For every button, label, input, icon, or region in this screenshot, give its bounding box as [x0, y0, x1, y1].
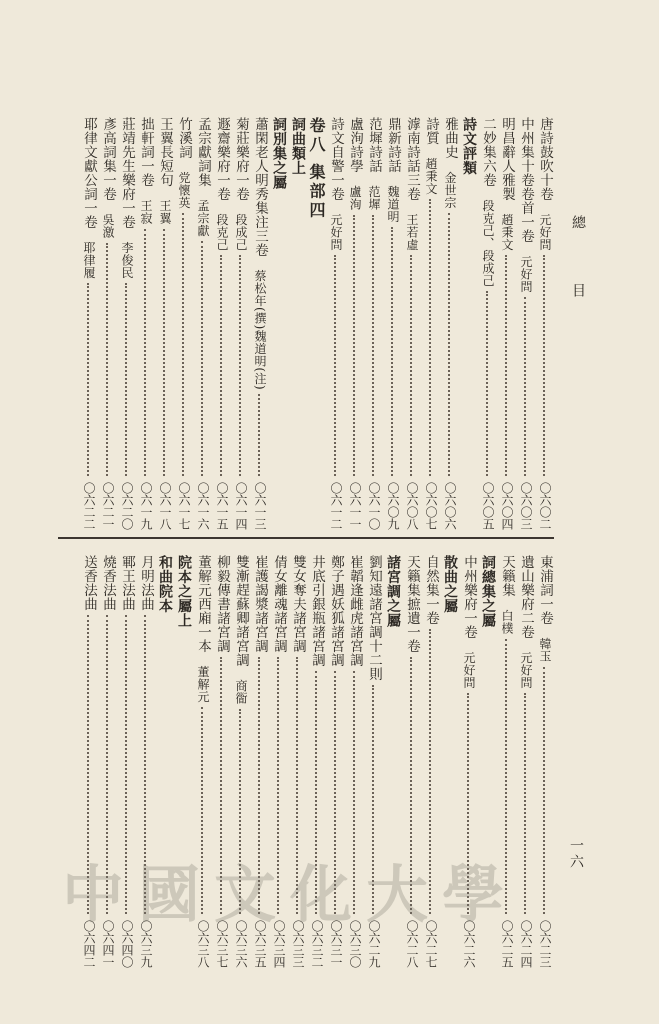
- toc-entry: [174, 117, 193, 530]
- entry-title: 遯齋樂府一卷 段克己: [214, 117, 230, 251]
- entry-title: 菊莊樂府一卷 段成己: [233, 117, 249, 251]
- entry-page-number: 〇六二四: [519, 920, 533, 968]
- entry-title: 雅曲史 金世宗: [442, 117, 458, 209]
- entry-title: 竹溪詞 党懷英: [176, 117, 192, 209]
- entry-page-number: 〇六一九: [139, 482, 153, 530]
- entry-title: 鄭子遇妖狐諸宮調: [328, 555, 344, 667]
- entry-page-number: 〇六一四: [234, 482, 248, 530]
- entry-page-number: 〇六〇六: [443, 482, 457, 530]
- leader-dots: [239, 255, 241, 476]
- toc-entry: [136, 117, 155, 530]
- entry-title: 雙女奪夫諸宮調: [290, 555, 306, 653]
- entry-title: 王翼長短句 王翼: [157, 117, 173, 225]
- toc-entry: [364, 117, 383, 530]
- entry-author: 白樸: [500, 597, 514, 635]
- entry-title: 柳毅傳書諸宮調: [214, 555, 230, 653]
- section-divider: [58, 537, 554, 539]
- entry-page-number: 〇六〇七: [424, 482, 438, 530]
- entry-title: 明昌辭人雅製 趙秉文: [499, 117, 515, 251]
- entry-page-number: 〇六一六: [196, 482, 210, 530]
- entry-title: 天籟集 白樸: [499, 555, 515, 635]
- entry-page-number: 〇六〇五: [481, 482, 495, 530]
- entry-title: 燒香法曲: [100, 555, 116, 611]
- entry-page-number: 〇六二二: [82, 482, 96, 530]
- entry-page-number: 〇六三三: [291, 920, 305, 968]
- page-number: 一六: [568, 838, 584, 870]
- entry-title: 遺山樂府二卷 元好問: [518, 555, 534, 689]
- toc-entry: [193, 117, 212, 530]
- entry-author: 元好問: [462, 639, 476, 689]
- entry-author: 孟宗獻: [196, 187, 210, 237]
- leader-dots: [182, 213, 184, 476]
- toc-entry: [383, 117, 402, 530]
- entry-title: 詩文自警一卷 元好問: [328, 117, 344, 251]
- entry-page-number: 〇六一三: [253, 482, 267, 530]
- entry-page-number: 〇六三九: [139, 920, 153, 968]
- entry-title: 蕭閑老人明秀集注三卷 蔡松年(撰)魏道明(注): [252, 117, 268, 391]
- entry-title: 井底引銀瓶諸宮調: [309, 555, 325, 667]
- toc-top-section: [58, 117, 554, 530]
- entry-page-number: 〇六三五: [253, 920, 267, 968]
- entry-title: 倩女離魂諸宮調: [271, 555, 287, 653]
- entry-title: 盧洵詩學 盧洵: [347, 117, 363, 211]
- heading-text: 詞曲類上: [290, 117, 306, 175]
- entry-page-number: 〇六三六: [234, 920, 248, 968]
- entry-title: 二妙集六卷 段克己、段成己: [480, 117, 496, 287]
- entry-page-number: 〇六一〇: [367, 482, 381, 530]
- toc-heading: [459, 117, 478, 530]
- entry-author: 段成己: [234, 201, 248, 251]
- entry-title: 中州集十卷卷首一卷 元好問: [518, 117, 534, 293]
- entry-author: 段克己: [215, 201, 229, 251]
- entry-title: 范墀詩話 范墀: [366, 117, 382, 211]
- leader-dots: [410, 255, 412, 476]
- entry-author: 元好問: [329, 201, 343, 251]
- entry-page-number: 〇六三〇: [348, 920, 362, 968]
- entry-page-number: 〇六三八: [196, 920, 210, 968]
- toc-entry: [478, 117, 497, 530]
- header-subtitle: 目: [570, 283, 586, 303]
- entry-title: 莊靖先生樂府一卷 李俊民: [119, 117, 135, 279]
- entry-author: 李俊民: [120, 229, 134, 279]
- heading-text: 詩文評類: [461, 117, 477, 175]
- entry-title: 耶律文獻公詞一卷 耶律履: [81, 117, 97, 279]
- entry-author: 趙秉文: [424, 145, 438, 195]
- entry-page-number: 〇六四二: [82, 920, 96, 968]
- entry-title: 月明法曲: [138, 555, 154, 611]
- entry-title: 彥高詞集一卷 吳激: [100, 117, 116, 239]
- entry-title: 劉知遠諸宮調十二則: [366, 555, 382, 681]
- entry-author: 吳激: [101, 201, 115, 239]
- entry-author: 金世宗: [443, 159, 457, 209]
- leader-dots: [505, 255, 507, 476]
- toc-entry: [155, 117, 174, 530]
- entry-title: 孟宗獻詞集 孟宗獻: [195, 117, 211, 237]
- leader-dots: [220, 255, 222, 476]
- entry-title: 中州樂府一卷 元好問: [461, 555, 477, 689]
- entry-page-number: 〇六一五: [215, 482, 229, 530]
- leader-dots: [125, 283, 127, 476]
- entry-page-number: 〇六〇八: [405, 482, 419, 530]
- toc-entry: [79, 117, 98, 530]
- watermark: 中國文化大學: [62, 858, 519, 931]
- heading-text: 院本之屬上: [176, 555, 192, 628]
- toc-entry: [440, 117, 459, 530]
- heading-text: 卷八 集部四: [307, 117, 326, 221]
- entry-author: 元好問: [538, 201, 552, 251]
- entry-author: 耶律履: [82, 229, 96, 279]
- entry-page-number: 〇六三一: [329, 920, 343, 968]
- entry-page-number: 〇六二〇: [120, 482, 134, 530]
- toc-entry: [402, 117, 421, 530]
- entry-page-number: 〇六一二: [329, 482, 343, 530]
- heading-text: 和曲院本: [157, 555, 173, 613]
- toc-entry: [117, 117, 136, 530]
- entry-author: 韓玉: [538, 625, 552, 663]
- leader-dots: [87, 283, 89, 476]
- entry-page-number: 〇六一八: [158, 482, 172, 530]
- entry-author: 元好問: [519, 243, 533, 293]
- entry-title: 東浦詞一卷 韓玉: [537, 555, 553, 663]
- toc-entry: [212, 117, 231, 530]
- entry-title: 董解元西廂一本 董解元: [195, 555, 211, 703]
- entry-author: 商衟: [234, 667, 248, 705]
- entry-title: 詩質 趙秉文: [423, 117, 439, 195]
- leader-dots: [391, 227, 393, 476]
- entry-page-number: 〇六三四: [272, 920, 286, 968]
- entry-page-number: 〇六二五: [500, 920, 514, 968]
- toc-entry: [98, 117, 117, 530]
- entry-page-number: 〇六〇四: [500, 482, 514, 530]
- leader-dots: [201, 241, 203, 476]
- entry-page-number: 〇六二七: [424, 920, 438, 968]
- entry-page-number: 〇六〇九: [386, 482, 400, 530]
- entry-author: 王翼: [158, 187, 172, 225]
- toc-heading: [307, 117, 326, 530]
- entry-author: 党懷英: [177, 159, 191, 209]
- header-title: 總: [570, 215, 586, 235]
- entry-title: 唐詩鼓吹十卷 元好問: [537, 117, 553, 251]
- toc-heading: [269, 117, 288, 530]
- entry-author: 王寂: [139, 187, 153, 225]
- leader-dots: [524, 297, 526, 476]
- entry-author: 王若虛: [405, 201, 419, 251]
- entry-page-number: 〇六四一: [101, 920, 115, 968]
- entry-author: 范墀: [367, 173, 381, 211]
- heading-text: 詞別集之屬: [271, 117, 287, 190]
- toc-entry: [250, 117, 269, 530]
- entry-page-number: 〇六三二: [310, 920, 324, 968]
- leader-dots: [258, 394, 260, 476]
- entry-title: 拙軒詞一卷 王寂: [138, 117, 154, 225]
- entry-title: 鼎新詩話 魏道明: [385, 117, 401, 223]
- leader-dots: [429, 199, 431, 476]
- leader-dots: [353, 215, 355, 477]
- entry-page-number: 〇六二一: [101, 482, 115, 530]
- entry-title: 滹南詩話三卷 王若虛: [404, 117, 420, 251]
- entry-author: 盧洵: [348, 173, 362, 211]
- toc-heading: [288, 117, 307, 530]
- entry-page-number: 〇六二九: [367, 920, 381, 968]
- entry-page-number: 〇六三七: [215, 920, 229, 968]
- leader-dots: [486, 291, 488, 476]
- entry-author: 蔡松年(撰)魏道明(注): [253, 257, 267, 391]
- toc-entry: [231, 117, 250, 530]
- leader-dots: [372, 215, 374, 477]
- toc-entry: [326, 117, 345, 530]
- heading-text: 諸宮調之屬: [385, 555, 401, 628]
- entry-title: 雙漸趕蘇卿諸宮調 商衟: [233, 555, 249, 705]
- entry-author: 段克己、段成己: [481, 187, 495, 287]
- heading-text: 散曲之屬: [442, 555, 458, 613]
- leader-dots: [334, 255, 336, 476]
- entry-title: 崔護謁漿諸宮調: [252, 555, 268, 653]
- toc-entry: [516, 117, 535, 530]
- heading-text: 詞總集之屬: [480, 555, 496, 628]
- entry-author: 魏道明: [386, 173, 400, 223]
- leader-dots: [163, 229, 165, 477]
- entry-page-number: 〇六一七: [177, 482, 191, 530]
- entry-page-number: 〇六二八: [405, 920, 419, 968]
- entry-page-number: 〇六二三: [538, 920, 552, 968]
- entry-title: 天籟集摭遺一卷: [404, 555, 420, 653]
- entry-page-number: 〇六〇三: [519, 482, 533, 530]
- entry-title: 鄆王法曲: [119, 555, 135, 611]
- entry-page-number: 〇六二六: [462, 920, 476, 968]
- toc-entry: [497, 117, 516, 530]
- entry-author: 董解元: [196, 653, 210, 703]
- leader-dots: [106, 243, 108, 477]
- entry-page-number: 〇六一一: [348, 482, 362, 530]
- entry-title: 送香法曲: [81, 555, 97, 611]
- entry-page-number: 〇六〇二: [538, 482, 552, 530]
- entry-page-number: 〇六四〇: [120, 920, 134, 968]
- leader-dots: [144, 229, 146, 477]
- entry-title: 自然集一卷: [423, 555, 439, 625]
- toc-entry: [535, 117, 554, 530]
- toc-entry: [345, 117, 364, 530]
- leader-dots: [543, 255, 545, 476]
- entry-title: 崔韜逢雌虎諸宮調: [347, 555, 363, 667]
- entry-author: 趙秉文: [500, 201, 514, 251]
- entry-author: 元好問: [519, 639, 533, 689]
- leader-dots: [448, 213, 450, 476]
- toc-entry: [421, 117, 440, 530]
